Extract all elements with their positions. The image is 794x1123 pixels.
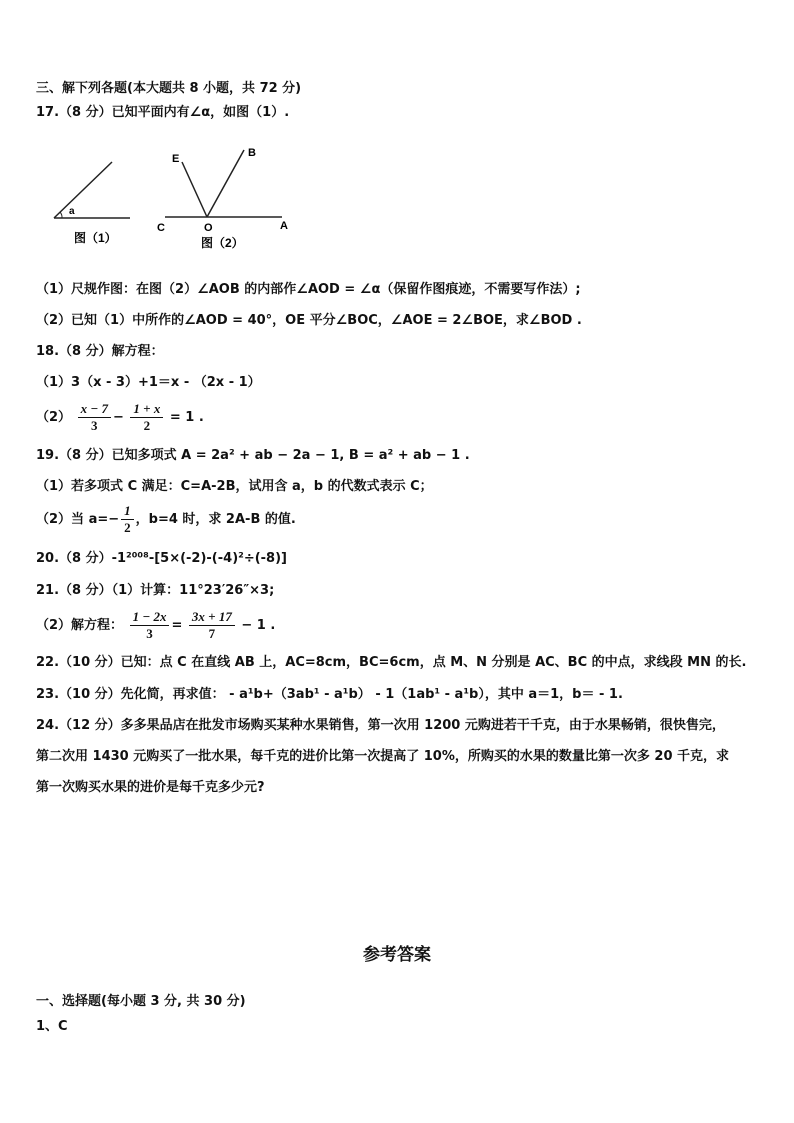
q24-line2: 第二次用 1430 元购买了一批水果，每千克的进价比第一次提高了 10%，所购买的水果的数量比第一次多 20 千克，求 <box>36 749 730 764</box>
q18-part2 <box>36 398 204 438</box>
q18-fraction-2 <box>130 401 163 434</box>
q18-heading: 18.（8 分）解方程： <box>36 344 164 359</box>
answers-title: 参考答案 <box>363 945 431 965</box>
fraction-denominator: 3 <box>91 418 98 433</box>
q23: 23.（10 分）先化简，再求值： - a¹b+（3ab¹ - a¹b） - 1（1ab¹ - a¹b），其中 a＝1，b＝ - 1. <box>36 687 623 702</box>
fig2-caption: 图（2） <box>201 236 244 250</box>
answers-section-heading: 一、选择题(每小题 3 分, 共 30 分) <box>36 994 246 1009</box>
q19-part2-tail: ，b=4 时，求 2A-B 的值. <box>135 512 296 527</box>
q24-line1: 24.（12 分）多多果品店在批发市场购买某种水果销售，第一次用 1200 元购进若干千克，由于水果畅销，很快售完， <box>36 718 725 733</box>
fig2-point-c: C <box>157 222 165 234</box>
fraction-denominator: 2 <box>143 418 151 433</box>
q17-figures <box>40 142 360 252</box>
q19-heading: 19.（8 分）已知多项式 A = 2a² + ab − 2a − 1, B = a² + ab − 1 . <box>36 448 470 463</box>
fig1-angle-label: a <box>69 206 75 217</box>
q21-part2-tail: − 1 . <box>241 618 276 633</box>
q19-part1: （1）若多项式 C 满足：C=A-2B，试用含 a，b 的代数式表示 C； <box>36 479 433 494</box>
fig1-caption: 图（1） <box>74 231 117 245</box>
q19-fraction <box>121 503 134 536</box>
fraction-numerator: 1 − 2x <box>130 609 170 626</box>
fraction-numerator: 1 + x <box>130 401 163 418</box>
q21-part2-prefix: （2）解方程： <box>36 618 124 633</box>
fraction-numerator: 3x + 17 <box>189 609 235 626</box>
q18-part2-tail: = 1 . <box>169 410 204 425</box>
q21-part2 <box>36 606 275 646</box>
q21-fraction-1 <box>130 609 170 642</box>
fig2-point-b: B <box>248 147 256 159</box>
q20: 20.（8 分）-1²⁰⁰⁸-[5×(-2)-(-4)²÷(-8)] <box>36 551 287 566</box>
fraction-denominator: 7 <box>208 626 216 641</box>
fraction-numerator: x − 7 <box>78 401 111 418</box>
figure-1 <box>54 162 130 245</box>
q21-part1: 21.（8 分）（1）计算：11°23′26″×3; <box>36 583 275 598</box>
section-heading: 三、解下列各题(本大题共 8 小题，共 72 分) <box>36 81 302 96</box>
fraction-numerator: 1 <box>121 503 134 520</box>
q18-part1: （1）3（x - 3）+1＝x - （2x - 1） <box>36 375 261 390</box>
q17-part2: （2）已知（1）中所作的∠AOD = 40°，OE 平分∠BOC，∠AOE = 2∠BOE，求∠BOD . <box>36 313 582 328</box>
q22: 22.（10 分）已知：点 C 在直线 AB 上，AC=8cm，BC=6cm，点 M、N 分别是 AC、BC 的中点，求线段 MN 的长. <box>36 655 747 670</box>
q19-part2 <box>36 500 296 540</box>
fig2-point-e: E <box>172 153 180 165</box>
q21-fraction-2 <box>189 609 235 642</box>
q18-part2-prefix: （2） <box>36 410 72 425</box>
q24-line3: 第一次购买水果的进价是每千克多少元? <box>36 780 265 795</box>
fig2-point-o: O <box>204 222 213 234</box>
minus-sign: − <box>112 410 124 425</box>
answer-1: 1、C <box>36 1019 68 1034</box>
q17-part1: （1）尺规作图：在图（2）∠AOB 的内部作∠AOD = ∠α（保留作图痕迹，不需要写作法）; <box>36 282 581 297</box>
fig2-point-a: A <box>280 220 288 232</box>
fraction-denominator: 3 <box>146 626 153 641</box>
q17-heading: 17.（8 分）已知平面内有∠α，如图（1）. <box>36 105 290 120</box>
figure-2 <box>157 147 288 250</box>
fraction-denominator: 2 <box>124 520 131 535</box>
q18-fraction-1 <box>78 401 111 434</box>
q19-part2-prefix: （2）当 a=− <box>36 512 120 527</box>
equals-sign: = <box>171 618 183 633</box>
